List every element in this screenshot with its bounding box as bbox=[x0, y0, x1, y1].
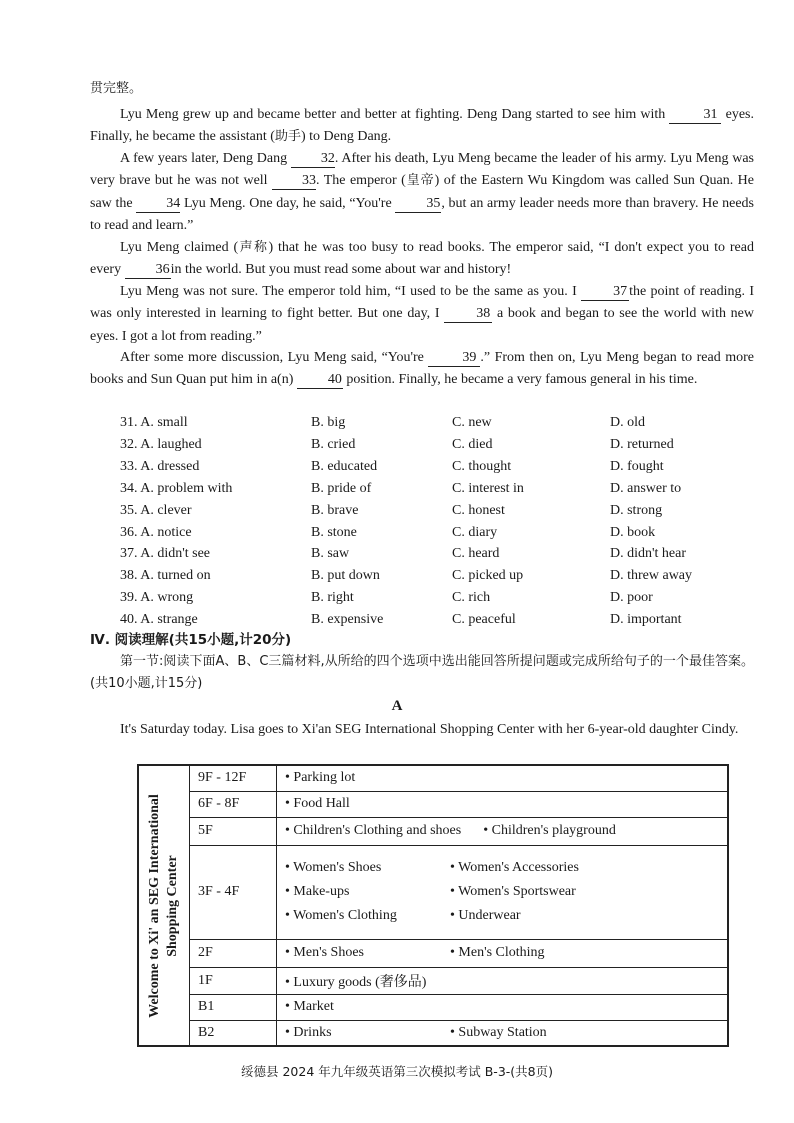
floor-item: • Make-ups bbox=[285, 884, 350, 899]
paragraph-3 bbox=[90, 237, 754, 282]
floor-items bbox=[277, 939, 729, 967]
p2-text-d: ) of the Eastern Wu Kingdom was called Sun Quan. He saw the bbox=[90, 173, 754, 211]
floor-label: 6F - 8F bbox=[190, 791, 277, 817]
option-35-C: C. honest bbox=[452, 502, 505, 518]
floor-item: • Women's Clothing bbox=[285, 908, 397, 923]
option-36-A: 36. A. notice bbox=[120, 524, 192, 540]
option-32-A: 32. A. laughed bbox=[120, 436, 202, 452]
option-36-C: C. diary bbox=[452, 524, 498, 540]
floor-item: • Luxury goods (奢侈品) bbox=[285, 974, 427, 990]
floor-item: • Children's Clothing and shoes bbox=[285, 823, 462, 838]
option-39-C: C. rich bbox=[452, 590, 491, 606]
side-line-2: Shopping Center bbox=[165, 854, 180, 957]
blank-37: 37 bbox=[581, 284, 629, 301]
top-fragment: 贯完整。 bbox=[90, 81, 143, 96]
reading-intro: It's Saturday today. Lisa goes to Xi'an SEG International Shopping Center with her 6-year-old daughter Cindy. bbox=[120, 722, 739, 737]
p2-text-b: . After his death, Lyu Meng became the leader of his army. Lyu Meng was very brave but he was not well bbox=[90, 151, 754, 189]
option-38-B: B. put down bbox=[311, 568, 380, 584]
blank-32: 32 bbox=[291, 151, 335, 168]
p4-text-b: the point of reading. I was only interested in learning to fight better. But one day, I bbox=[90, 284, 755, 322]
p5-text-a: After some more discussion, Lyu Meng said, “You're bbox=[120, 350, 424, 365]
section-instruction: 第一节:阅读下面A、B、C三篇材料,从所给的四个选项中选出能回答所提问题或完成所给句子的一个最佳答案。(共10小题,计15分) bbox=[90, 654, 754, 691]
floor-items bbox=[277, 845, 729, 939]
p1-text-d: ) to Deng Dang. bbox=[300, 129, 392, 145]
p1-cn-gloss: 助手 bbox=[274, 129, 301, 145]
directory-side-label bbox=[138, 765, 190, 1046]
floor-label: 9F - 12F bbox=[190, 765, 277, 791]
paragraph-5 bbox=[90, 347, 754, 392]
p4-text-a: Lyu Meng was not sure. The emperor told him, “I used to be the same as you. I bbox=[120, 284, 577, 299]
directory-table bbox=[137, 764, 729, 1047]
option-35-B: B. brave bbox=[311, 502, 359, 518]
floor-items bbox=[277, 967, 729, 994]
floor-items bbox=[277, 817, 729, 845]
option-32-D: D. returned bbox=[610, 436, 674, 452]
blank-31: 31 bbox=[669, 107, 721, 124]
option-39-B: B. right bbox=[311, 590, 354, 606]
option-40-C: C. peaceful bbox=[452, 612, 516, 628]
option-33-C: C. thought bbox=[452, 458, 512, 474]
p2-text-e: Lyu Meng. One day, he said, “You're bbox=[183, 195, 392, 211]
blank-39: 39 bbox=[428, 350, 480, 367]
option-33-B: B. educated bbox=[311, 458, 378, 474]
floor-item: • Food Hall bbox=[285, 796, 350, 811]
p3-cn-gloss: 声称 bbox=[238, 240, 269, 255]
blank-33: 33 bbox=[272, 173, 316, 190]
option-31-B: B. big bbox=[311, 415, 346, 430]
p1-text-a: Lyu Meng grew up and became better and better at fighting. Deng Dang started to see him with bbox=[120, 107, 666, 122]
option-37-A: 37. A. didn't see bbox=[120, 546, 211, 562]
p2-cn-gloss: 皇帝 bbox=[405, 173, 435, 189]
option-34-C: C. interest in bbox=[452, 480, 524, 496]
paragraph-1 bbox=[90, 104, 754, 149]
option-31-D: D. old bbox=[610, 415, 645, 430]
blank-35: 35 bbox=[395, 196, 441, 213]
blank-38: 38 bbox=[444, 306, 492, 323]
blank-34: 34 bbox=[136, 196, 180, 213]
option-36-D: D. book bbox=[610, 524, 656, 540]
paragraph-4 bbox=[90, 281, 754, 348]
option-32-B: B. cried bbox=[311, 436, 356, 452]
floor-label: 1F bbox=[190, 967, 277, 994]
option-31-C: C. new bbox=[452, 415, 492, 430]
p3-text-c: in the world. But you must read some about war and history! bbox=[170, 262, 512, 278]
p5-text-b: .” From then on, Lyu Meng began to read more books and Sun Quan put him in a(n) bbox=[90, 350, 754, 388]
p2-text-a: A few years later, Deng Dang bbox=[120, 151, 288, 166]
option-35-D: D. strong bbox=[610, 502, 663, 518]
floor-item: • Men's Clothing bbox=[450, 945, 545, 960]
p5-text-c: position. Finally, he became a very famous general in his time. bbox=[346, 372, 698, 388]
option-35-A: 35. A. clever bbox=[120, 502, 192, 518]
floor-items bbox=[277, 791, 729, 817]
option-39-A: 39. A. wrong bbox=[120, 590, 194, 606]
floor-item: • Women's Shoes bbox=[285, 860, 382, 875]
p2-text-f: , but an army leader needs more than bravery. He needs to read and learn.” bbox=[90, 195, 754, 233]
option-37-C: C. heard bbox=[452, 546, 500, 562]
floor-label: B1 bbox=[190, 994, 277, 1020]
floor-items bbox=[277, 765, 729, 791]
option-37-B: B. saw bbox=[311, 546, 350, 562]
option-37-D: D. didn't hear bbox=[610, 546, 687, 562]
option-31-A: 31. A. small bbox=[120, 415, 188, 430]
option-38-D: D. threw away bbox=[610, 568, 693, 584]
blank-40: 40 bbox=[297, 372, 343, 389]
floor-item: • Underwear bbox=[450, 908, 521, 923]
option-32-C: C. died bbox=[452, 436, 493, 452]
floor-item: • Parking lot bbox=[285, 770, 356, 786]
option-40-A: 40. A. strange bbox=[120, 612, 198, 628]
floor-item: • Children's playground bbox=[483, 823, 616, 838]
p3-text-a: Lyu Meng claimed ( bbox=[120, 240, 239, 255]
option-39-D: D. poor bbox=[610, 590, 653, 606]
floor-label: B2 bbox=[190, 1020, 277, 1046]
option-38-C: C. picked up bbox=[452, 568, 524, 584]
floor-item: • Drinks bbox=[285, 1024, 332, 1040]
floor-item: • Women's Accessories bbox=[450, 860, 579, 875]
option-40-D: D. important bbox=[610, 612, 682, 628]
floor-item: • Women's Sportswear bbox=[450, 884, 576, 899]
floor-item: • Subway Station bbox=[450, 1024, 547, 1040]
part-label: A bbox=[391, 698, 403, 714]
floor-column-2 bbox=[450, 856, 615, 928]
p4-text-c: a book and began to see the world with new eyes. I got a lot from reading.” bbox=[90, 306, 754, 344]
option-33-D: D. fought bbox=[610, 458, 664, 474]
floor-items bbox=[277, 1020, 729, 1046]
option-34-A: 34. A. problem with bbox=[120, 480, 233, 496]
section-heading: Ⅳ. 阅读理解(共15小题,计20分) bbox=[90, 632, 292, 648]
floor-item: • Market bbox=[285, 999, 334, 1014]
option-36-B: B. stone bbox=[311, 524, 357, 540]
page-footer: 绥德县 2024 年九年级英语第三次模拟考试 B-3-(共8页) bbox=[241, 1064, 553, 1079]
floor-items bbox=[277, 994, 729, 1020]
side-line-1: Welcome to Xi' an SEG International bbox=[147, 793, 162, 1018]
option-38-A: 38. A. turned on bbox=[120, 568, 211, 584]
floor-column-1 bbox=[285, 856, 450, 928]
blank-36: 36 bbox=[125, 262, 171, 279]
paragraph-2 bbox=[90, 148, 754, 237]
floor-label: 5F bbox=[190, 817, 277, 845]
floor-label: 2F bbox=[190, 939, 277, 967]
floor-label: 3F - 4F bbox=[190, 845, 277, 939]
option-34-D: D. answer to bbox=[610, 480, 682, 496]
p1-text-c: eyes. Finally, he became the assistant ( bbox=[90, 107, 754, 145]
p3-text-b: ) that he was too busy to read books. The emperor said, “I don't expect you to read every bbox=[90, 240, 754, 278]
floor-item: • Men's Shoes bbox=[285, 945, 364, 960]
option-33-A: 33. A. dressed bbox=[120, 458, 200, 474]
option-34-B: B. pride of bbox=[311, 480, 372, 496]
option-40-B: B. expensive bbox=[311, 612, 384, 628]
p2-text-c: . The emperor ( bbox=[316, 173, 406, 189]
